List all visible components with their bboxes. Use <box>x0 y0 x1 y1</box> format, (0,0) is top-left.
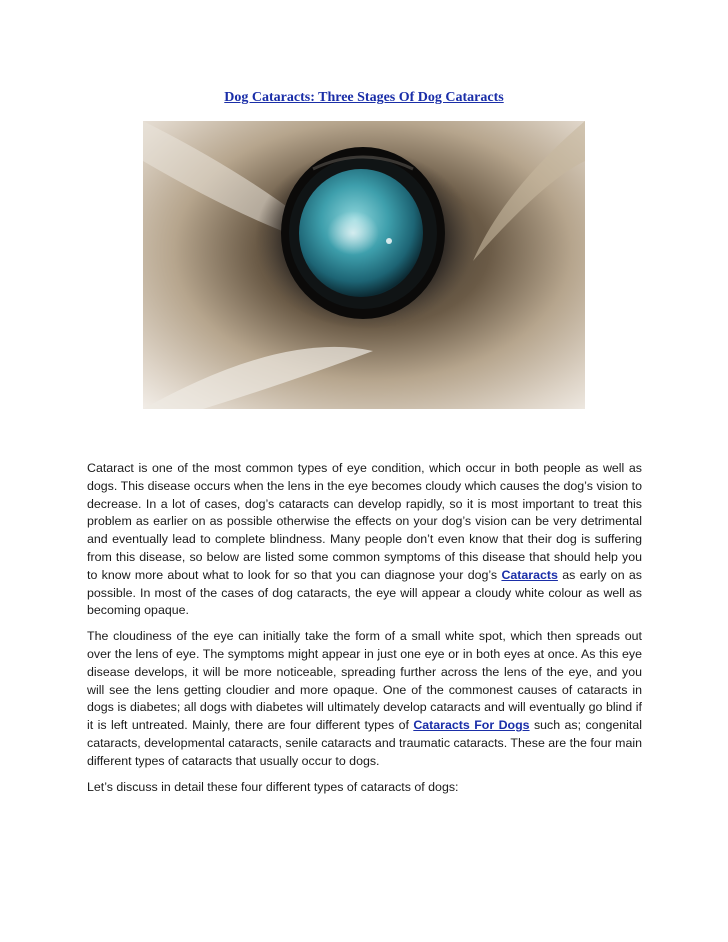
cataracts-for-dogs-link[interactable]: Cataracts For Dogs <box>413 718 530 733</box>
article-body <box>87 460 642 804</box>
eye-icon <box>143 121 585 409</box>
paragraph-3: Let’s discuss in detail these four different types of cataracts of dogs: <box>87 779 459 794</box>
dog-eye-photo <box>143 121 585 409</box>
page-title <box>0 90 728 106</box>
paragraph-2: The cloudiness of the eye can initially take the form of a small white spot, which then spreads out over the lens of eye. The symptoms might appear in just one eye or in both eyes at once. As this eye disease develops, it will be more noticeable, spreading further across the lens of the eye, and you will see the lens getting cloudier and more opaque. One of the commonest causes of cataracts in dogs is diabetes; all dogs with diabetes will ultimately develop cataracts and will eventually go blind if it is left untreated. Mainly, there are four different types of Cataracts For Dogs such as; congenital cataracts, developmental cataracts, senile cataracts and traumatic cataracts. These are the four main different types of cataracts that usually occur to dogs. <box>87 629 642 768</box>
title-link[interactable]: Dog Cataracts: Three Stages Of Dog Cataracts <box>224 90 504 105</box>
cataracts-link[interactable]: Cataracts <box>501 567 558 582</box>
paragraph-1: Cataract is one of the most common types of eye condition, which occur in both people as well as dogs. This disease occurs when the lens in the eye becomes cloudy which causes the dog’s vision to decrease. In a lot of cases, dog’s cataracts can develop rapidly, so it is most important to treat this problem as earlier on as possible otherwise the effects on your dog’s vision can be very detrimental and eventually lead to complete blindness. Many people don’t even know that their dog is suffering from this disease, so below are listed some common symptoms of this disease that should help you to know more about what to look for so that you can diagnose your dog’s Cataracts as early on as possible. In most of the cases of dog cataracts, the eye will appear a cloudy white colour as well as becoming opaque. <box>87 461 642 618</box>
